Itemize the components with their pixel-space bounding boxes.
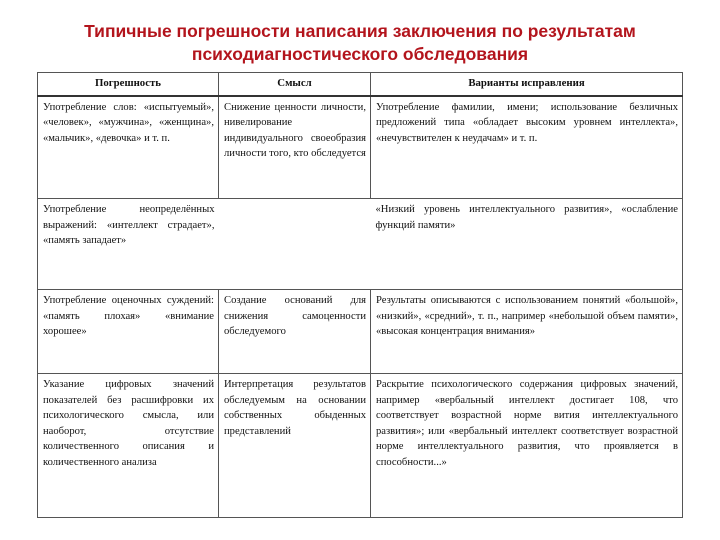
cell-error: Употребление слов: «испытуемый», «человек», «мужчина», «женщина», «мальчик», «девочка» и т. п. <box>38 96 219 199</box>
table-header-row <box>38 73 683 96</box>
title-line-2: психодиагностического обследования <box>191 44 529 64</box>
cell-meaning: Снижение ценности личности, нивелирование индивидуального своеобразия личности того, кто обследуется <box>219 96 371 199</box>
cell-fix: «Низкий уровень интеллектуального развития», «ослабление функций памяти» <box>219 199 683 290</box>
cell-error: Употребление неопределённых выражений: «интеллект страдает», «память западает» <box>38 199 219 290</box>
page-title <box>0 20 720 66</box>
title-line-1: Типичные погрешности написания заключения по результатам <box>84 21 636 41</box>
cell-meaning: Создание оснований для снижения самоценности обследуемого <box>219 290 371 374</box>
table-row <box>38 96 683 199</box>
errors-table <box>37 72 683 518</box>
table-row <box>38 290 683 374</box>
header-fix: Варианты исправления <box>371 73 683 96</box>
table-row <box>38 374 683 518</box>
cell-fix: Раскрытие психологического содержания цифровых значений, например «вербальный интеллект достигает 108, что соответствует возрастной норме вития интеллектуального развития»; или «вербальный интеллект соответствует возрастной норме интеллектуального развития, что проявляется в способности...» <box>371 374 683 518</box>
header-meaning: Смысл <box>219 73 371 96</box>
cell-error: Указание цифровых значений показателей без расшифровки их психологического смысла, или наоборот, отсутствие количественного описания и количественного анализа <box>38 374 219 518</box>
header-error: Погрешность <box>38 73 219 96</box>
table-row <box>38 199 683 290</box>
cell-fix: Употребление фамилии, имени; использование безличных предложений типа «обладает высоким уровнем интеллекта», «нечувствителен к неудачам» и т. п. <box>371 96 683 199</box>
cell-error: Употребление оценочных суждений: «память плохая» «внимание хорошее» <box>38 290 219 374</box>
cell-meaning: Интерпретация результатов обследуемым на основании собственных обыденных представлений <box>219 374 371 518</box>
cell-fix: Результаты описываются с использованием понятий «большой», «низкий», «средний», т. п., например «небольшой объем памяти», «высокая концентрация внимания» <box>371 290 683 374</box>
